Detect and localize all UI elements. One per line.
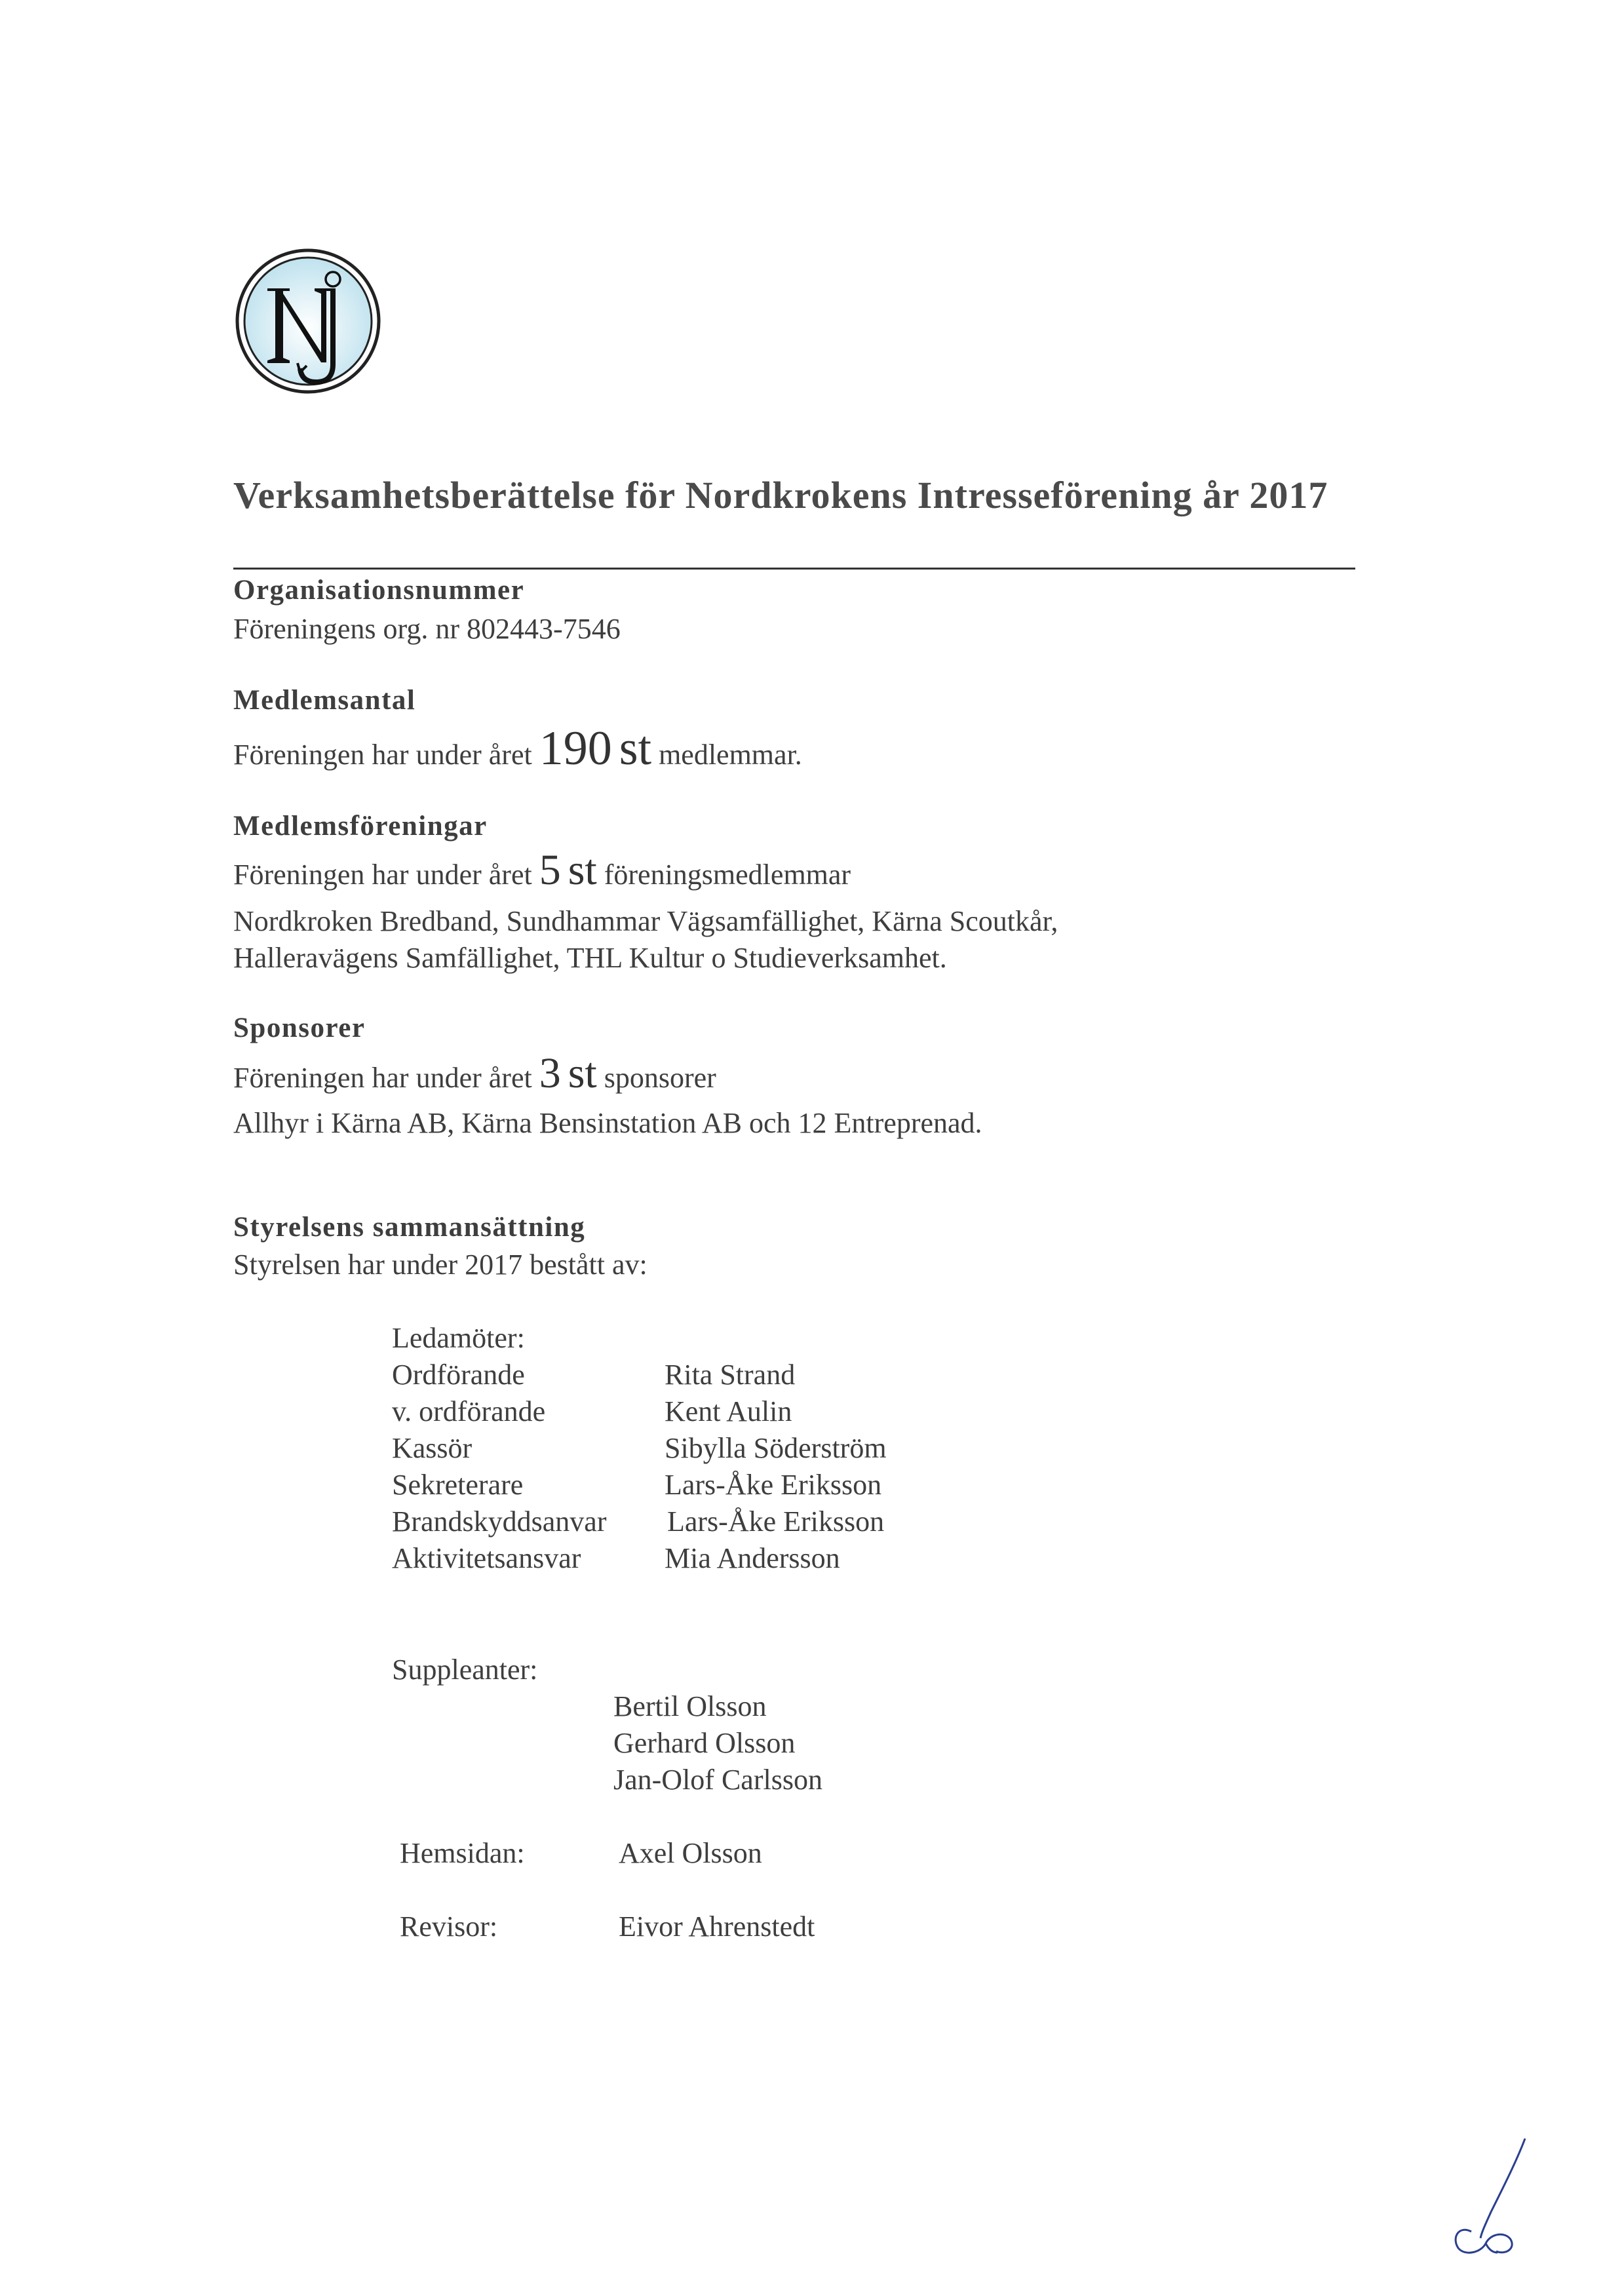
members-count: 190 [539, 722, 612, 775]
deputies-label: Suppleanter: [392, 1654, 538, 1686]
sponsors-line [233, 1049, 716, 1098]
association-logo [235, 248, 382, 395]
sponsors-heading: Sponsorer [233, 1013, 366, 1043]
sponsors-suffix: sponsorer [604, 1062, 716, 1094]
board-member-name: Kent Aulin [665, 1395, 792, 1427]
member-orgs-prefix: Föreningen har under året [233, 859, 532, 891]
board-member-name: Lars-Åke Eriksson [665, 1469, 882, 1501]
member-orgs-line [233, 845, 851, 895]
board-role: Brandskyddsanvar [392, 1505, 607, 1538]
board-members-label: Ledamöter: [392, 1322, 525, 1354]
board-role: Kassör [392, 1432, 473, 1464]
sponsors-list: Allhyr i Kärna AB, Kärna Bensinstation AB och 12 Entreprenad. [233, 1107, 982, 1139]
org-text: Föreningens org. nr 802443-7546 [233, 613, 621, 645]
sponsors-count: 3 [539, 1049, 561, 1097]
board-heading: Styrelsens sammansättning [233, 1212, 586, 1243]
member-orgs-list-1: Nordkroken Bredband, Sundhammar Vägsamfällighet, Kärna Scoutkår, [233, 905, 1058, 937]
board-role: Sekreterare [392, 1469, 524, 1501]
auditor-name: Eivor Ahrenstedt [619, 1910, 815, 1943]
members-heading: Medlemsantal [233, 685, 416, 716]
member-orgs-heading: Medlemsföreningar [233, 811, 488, 842]
members-prefix: Föreningen har under året [233, 739, 532, 771]
board-role: v. ordförande [392, 1395, 546, 1427]
members-unit: st [619, 722, 652, 775]
members-line [233, 721, 802, 777]
member-orgs-suffix: föreningsmedlemmar [604, 859, 851, 891]
sponsors-unit: st [568, 1049, 597, 1097]
board-member-name: Sibylla Söderström [665, 1432, 887, 1464]
document-title: Verksamhetsberättelse för Nordkrokens Intresseförening år 2017 [233, 474, 1328, 516]
board-member-name: Mia Andersson [665, 1542, 840, 1574]
board-member-name: Rita Strand [665, 1359, 796, 1391]
board-role: Ordförande [392, 1359, 525, 1391]
members-suffix: medlemmar. [659, 739, 802, 771]
board-role: Aktivitetsansvar [392, 1542, 581, 1574]
member-orgs-unit: st [568, 846, 597, 894]
member-orgs-list-2: Halleravägens Samfällighet, THL Kultur o Studieverksamhet. [233, 942, 947, 974]
deputy-name: Jan-Olof Carlsson [613, 1764, 822, 1796]
title-divider [233, 568, 1355, 570]
sponsors-prefix: Föreningen har under året [233, 1062, 532, 1094]
website-label: Hemsidan: [400, 1837, 525, 1869]
board-member-name: Lars-Åke Eriksson [667, 1505, 885, 1538]
auditor-label: Revisor: [400, 1910, 498, 1943]
deputy-name: Gerhard Olsson [613, 1727, 796, 1759]
board-intro: Styrelsen har under 2017 bestått av: [233, 1249, 648, 1281]
member-orgs-count: 5 [539, 846, 561, 894]
deputy-name: Bertil Olsson [613, 1690, 767, 1722]
org-heading: Organisationsnummer [233, 575, 525, 606]
handwritten-initials [1445, 2133, 1543, 2258]
website-name: Axel Olsson [619, 1837, 762, 1869]
